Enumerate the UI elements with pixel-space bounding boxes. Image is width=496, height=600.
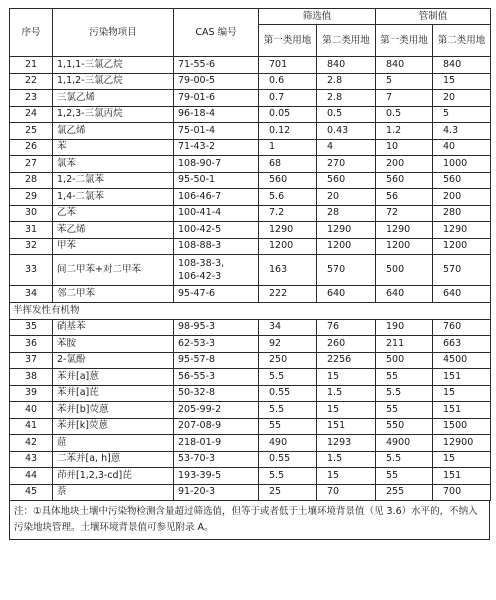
- cell-name: 硝基苯: [53, 319, 174, 336]
- cell-screening-2: 570: [317, 255, 376, 286]
- cell-screening-1: 0.12: [259, 123, 317, 140]
- table-row: [10, 336, 491, 353]
- table-row: [10, 402, 491, 419]
- table-body-xylene: [10, 255, 491, 320]
- cell-no: 36: [10, 336, 53, 353]
- cell-control-1: 840: [376, 57, 433, 74]
- cell-cas-line2: 106-42-3: [178, 271, 222, 282]
- cell-control-1: 4900: [376, 435, 433, 452]
- cell-screening-2: 2.8: [317, 73, 376, 90]
- cell-no: 40: [10, 402, 53, 419]
- cell-screening-2: 1293: [317, 435, 376, 452]
- cell-cas: 108-90-7: [174, 156, 259, 173]
- cell-no: 34: [10, 286, 53, 303]
- cell-screening-1: 0.55: [259, 451, 317, 468]
- header-seq: 序号: [10, 9, 53, 57]
- cell-screening-2: 0.43: [317, 123, 376, 140]
- table-row: [10, 451, 491, 468]
- cell-name: 1,2-二氯苯: [53, 172, 174, 189]
- cell-no: 39: [10, 385, 53, 402]
- cell-no: 28: [10, 172, 53, 189]
- cell-no: 41: [10, 418, 53, 435]
- table-row: [10, 435, 491, 452]
- table-footnote: 注：①具体地块土壤中污染物检测含量超过筛选值，但等于或者低于土壤环境背景值（见 3.6）水平的，不纳入污染地块管理。土壤环境背景值可参见附录 A。: [9, 501, 490, 540]
- cell-screening-1: 68: [259, 156, 317, 173]
- cell-screening-2: 2256: [317, 352, 376, 369]
- cell-screening-2: 15: [317, 468, 376, 485]
- cell-control-2: 12900: [433, 435, 491, 452]
- table-row: [10, 205, 491, 222]
- cell-screening-1: 0.05: [259, 106, 317, 123]
- cell-control-2: 151: [433, 402, 491, 419]
- cell-no: 33: [10, 255, 53, 286]
- cell-control-1: 190: [376, 319, 433, 336]
- cell-cas: 75-01-4: [174, 123, 259, 140]
- cell-cas: 95-47-6: [174, 286, 259, 303]
- cell-control-2: 151: [433, 369, 491, 386]
- table-row: [10, 106, 491, 123]
- cell-control-1: 500: [376, 352, 433, 369]
- cell-screening-1: 55: [259, 418, 317, 435]
- cell-control-1: 5.5: [376, 385, 433, 402]
- cell-control-2: 4.3: [433, 123, 491, 140]
- cell-cas: 193-39-5: [174, 468, 259, 485]
- cell-cas: 79-00-5: [174, 73, 259, 90]
- header-control: 管制值: [376, 9, 491, 25]
- cell-screening-2: 0.5: [317, 106, 376, 123]
- cell-screening-1: 34: [259, 319, 317, 336]
- table-row: [10, 156, 491, 173]
- table-row: [10, 222, 491, 239]
- cell-control-2: 151: [433, 468, 491, 485]
- cell-control-1: 550: [376, 418, 433, 435]
- cell-cas: 95-50-1: [174, 172, 259, 189]
- cell-screening-1: 250: [259, 352, 317, 369]
- cell-cas: 56-55-3: [174, 369, 259, 386]
- cell-control-1: 5: [376, 73, 433, 90]
- cell-control-1: 1.2: [376, 123, 433, 140]
- table-row: [10, 139, 491, 156]
- cell-screening-1: 0.6: [259, 73, 317, 90]
- cell-name: 1,1,2-三氯乙烷: [53, 73, 174, 90]
- pollutant-table: [9, 8, 491, 501]
- table-body-svoc: [10, 319, 491, 501]
- cell-cas: 100-42-5: [174, 222, 259, 239]
- cell-name: 1,2,3-三氯丙烷: [53, 106, 174, 123]
- cell-control-2: 760: [433, 319, 491, 336]
- cell-control-2: 15: [433, 451, 491, 468]
- cell-control-2: 5: [433, 106, 491, 123]
- cell-screening-1: 222: [259, 286, 317, 303]
- table-row: [10, 484, 491, 501]
- cell-control-2: 15: [433, 73, 491, 90]
- cell-cas: 106-46-7: [174, 189, 259, 206]
- cell-control-2: 700: [433, 484, 491, 501]
- cell-cas: 50-32-8: [174, 385, 259, 402]
- cell-control-1: 7: [376, 90, 433, 107]
- cell-screening-2: 151: [317, 418, 376, 435]
- cell-screening-1: 490: [259, 435, 317, 452]
- cell-control-1: 255: [376, 484, 433, 501]
- cell-control-1: 0.5: [376, 106, 433, 123]
- cell-no: 31: [10, 222, 53, 239]
- cell-screening-2: 2.8: [317, 90, 376, 107]
- cell-cas: 91-20-3: [174, 484, 259, 501]
- section-title: 半挥发性有机物: [10, 302, 491, 319]
- cell-no: 25: [10, 123, 53, 140]
- cell-cas: 98-95-3: [174, 319, 259, 336]
- cell-name: 1,4-二氯苯: [53, 189, 174, 206]
- cell-screening-1: 701: [259, 57, 317, 74]
- cell-control-2: 1500: [433, 418, 491, 435]
- header-control-class1: 第一类用地: [376, 25, 433, 57]
- cell-screening-2: 20: [317, 189, 376, 206]
- cell-screening-1: 7.2: [259, 205, 317, 222]
- cell-no: 38: [10, 369, 53, 386]
- cell-control-2: 1200: [433, 238, 491, 255]
- table-row: [10, 238, 491, 255]
- cell-control-1: 211: [376, 336, 433, 353]
- table-row: [10, 172, 491, 189]
- table-row: [10, 90, 491, 107]
- cell-screening-1: 560: [259, 172, 317, 189]
- cell-screening-2: 1.5: [317, 451, 376, 468]
- cell-name: 氯乙烯: [53, 123, 174, 140]
- cell-cas: 100-41-4: [174, 205, 259, 222]
- cell-no: 35: [10, 319, 53, 336]
- cell-no: 26: [10, 139, 53, 156]
- cell-control-2: 200: [433, 189, 491, 206]
- header-screening: 筛选值: [259, 9, 376, 25]
- cell-name: 䓛: [53, 435, 174, 452]
- cell-screening-2: 1.5: [317, 385, 376, 402]
- cell-control-2: 4500: [433, 352, 491, 369]
- table-row: [10, 319, 491, 336]
- cell-screening-1: 1: [259, 139, 317, 156]
- cell-no: 44: [10, 468, 53, 485]
- cell-name: 三氯乙烯: [53, 90, 174, 107]
- table-row: [10, 57, 491, 74]
- cell-cas: 95-57-8: [174, 352, 259, 369]
- cell-screening-2: 840: [317, 57, 376, 74]
- cell-no: 30: [10, 205, 53, 222]
- cell-screening-2: 270: [317, 156, 376, 173]
- cell-screening-1: 0.55: [259, 385, 317, 402]
- cell-screening-1: 163: [259, 255, 317, 286]
- cell-no: 27: [10, 156, 53, 173]
- cell-control-2: 15: [433, 385, 491, 402]
- table-row: [10, 189, 491, 206]
- cell-screening-2: 1200: [317, 238, 376, 255]
- cell-screening-2: 15: [317, 369, 376, 386]
- table-header-row: [10, 9, 491, 25]
- cell-cas: 96-18-4: [174, 106, 259, 123]
- table-row: [10, 468, 491, 485]
- cell-control-2: 40: [433, 139, 491, 156]
- cell-control-2: 20: [433, 90, 491, 107]
- cell-control-2: 663: [433, 336, 491, 353]
- cell-no: 29: [10, 189, 53, 206]
- cell-no: 43: [10, 451, 53, 468]
- cell-name: 苯并[k]荧蒽: [53, 418, 174, 435]
- cell-control-1: 5.5: [376, 451, 433, 468]
- header-pollutant: 污染物项目: [53, 9, 174, 57]
- header-screening-class2: 第二类用地: [317, 25, 376, 57]
- section-row: [10, 302, 491, 319]
- cell-screening-2: 4: [317, 139, 376, 156]
- cell-control-1: 56: [376, 189, 433, 206]
- cell-control-2: 280: [433, 205, 491, 222]
- cell-control-1: 10: [376, 139, 433, 156]
- header-control-class2: 第二类用地: [433, 25, 491, 57]
- cell-screening-2: 76: [317, 319, 376, 336]
- table-row: [10, 385, 491, 402]
- cell-name: 乙苯: [53, 205, 174, 222]
- cell-no: 45: [10, 484, 53, 501]
- cell-cas: 71-43-2: [174, 139, 259, 156]
- cell-name: 苯乙烯: [53, 222, 174, 239]
- cell-cas-line1: 108-38-3,: [178, 258, 225, 269]
- cell-name: 苯并[b]荧蒽: [53, 402, 174, 419]
- cell-cas: 79-01-6: [174, 90, 259, 107]
- cell-name: 苯胺: [53, 336, 174, 353]
- cell-name: 邻二甲苯: [53, 286, 174, 303]
- cell-name: 二苯并[a, h]蒽: [53, 451, 174, 468]
- cell-no: 23: [10, 90, 53, 107]
- cell-screening-2: 70: [317, 484, 376, 501]
- cell-control-1: 55: [376, 369, 433, 386]
- cell-screening-2: 560: [317, 172, 376, 189]
- cell-cas: 205-99-2: [174, 402, 259, 419]
- cell-cas: 62-53-3: [174, 336, 259, 353]
- cell-cas: 71-55-6: [174, 57, 259, 74]
- cell-control-2: 1290: [433, 222, 491, 239]
- cell-control-1: 500: [376, 255, 433, 286]
- cell-screening-2: 640: [317, 286, 376, 303]
- cell-control-1: 560: [376, 172, 433, 189]
- cell-no: 42: [10, 435, 53, 452]
- cell-name: 苯: [53, 139, 174, 156]
- cell-control-1: 72: [376, 205, 433, 222]
- cell-screening-2: 1290: [317, 222, 376, 239]
- cell-control-2: 840: [433, 57, 491, 74]
- table-row: [10, 418, 491, 435]
- cell-name: 间二甲苯+对二甲苯: [53, 255, 174, 286]
- cell-name: 苯并[a]蒽: [53, 369, 174, 386]
- cell-name: 2-氯酚: [53, 352, 174, 369]
- cell-no: 21: [10, 57, 53, 74]
- cell-name: 萘: [53, 484, 174, 501]
- cell-screening-1: 92: [259, 336, 317, 353]
- cell-screening-1: 1200: [259, 238, 317, 255]
- cell-control-1: 55: [376, 402, 433, 419]
- cell-screening-2: 260: [317, 336, 376, 353]
- table-row: [10, 73, 491, 90]
- cell-name: 苯并[a]芘: [53, 385, 174, 402]
- cell-control-1: 55: [376, 468, 433, 485]
- cell-no: 24: [10, 106, 53, 123]
- cell-screening-1: 5.5: [259, 468, 317, 485]
- cell-screening-1: 0.7: [259, 90, 317, 107]
- cell-screening-2: 28: [317, 205, 376, 222]
- cell-screening-1: 5.5: [259, 402, 317, 419]
- cell-control-1: 1200: [376, 238, 433, 255]
- cell-cas: 108-88-3: [174, 238, 259, 255]
- cell-control-2: 560: [433, 172, 491, 189]
- cell-control-1: 200: [376, 156, 433, 173]
- table-row: [10, 123, 491, 140]
- cell-screening-1: 25: [259, 484, 317, 501]
- cell-control-1: 640: [376, 286, 433, 303]
- cell-screening-1: 5.5: [259, 369, 317, 386]
- header-cas: CAS 编号: [174, 9, 259, 57]
- cell-name: 1,1,1-三氯乙烷: [53, 57, 174, 74]
- table-row: [10, 286, 491, 303]
- table-row: [10, 255, 491, 286]
- cell-name: 氯苯: [53, 156, 174, 173]
- cell-cas: 53-70-3: [174, 451, 259, 468]
- cell-cas: 207-08-9: [174, 418, 259, 435]
- cell-control-1: 1290: [376, 222, 433, 239]
- cell-screening-1: 5.6: [259, 189, 317, 206]
- cell-control-2: 1000: [433, 156, 491, 173]
- cell-control-2: 640: [433, 286, 491, 303]
- cell-cas: 218-01-9: [174, 435, 259, 452]
- cell-name: 茚并[1,2,3-cd]芘: [53, 468, 174, 485]
- cell-no: 37: [10, 352, 53, 369]
- document-page: [9, 8, 490, 540]
- cell-screening-2: 15: [317, 402, 376, 419]
- cell-cas: [174, 255, 259, 286]
- table-body-voc: [10, 57, 491, 255]
- cell-no: 22: [10, 73, 53, 90]
- cell-screening-1: 1290: [259, 222, 317, 239]
- header-screening-class1: 第一类用地: [259, 25, 317, 57]
- cell-control-2: 570: [433, 255, 491, 286]
- cell-name: 甲苯: [53, 238, 174, 255]
- table-row: [10, 369, 491, 386]
- table-row: [10, 352, 491, 369]
- cell-no: 32: [10, 238, 53, 255]
